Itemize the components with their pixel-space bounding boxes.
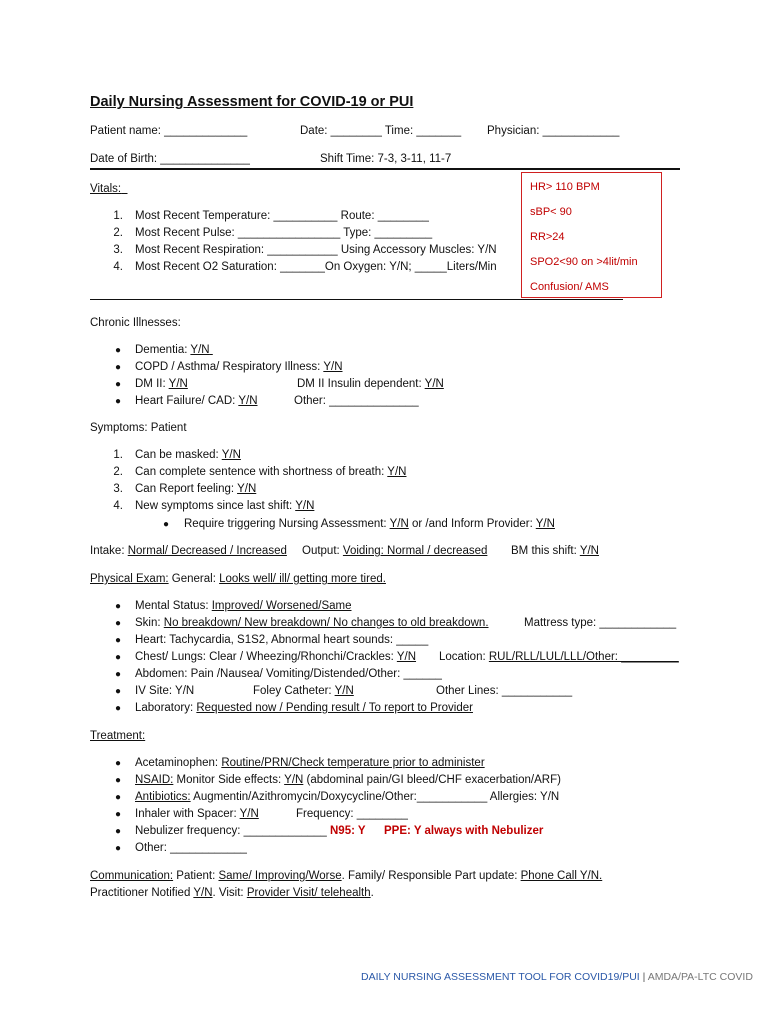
bullet: ● <box>115 686 122 697</box>
vitals-pulse[interactable]: Most Recent Pulse: ________________ Type: _________ <box>135 227 433 239</box>
bullet: ● <box>115 635 122 646</box>
nursing-assessment-trigger[interactable]: Require triggering Nursing Assessment: Y/N or /and Inform Provider: Y/N <box>184 518 555 530</box>
dm-insulin-item[interactable]: DM II Insulin dependent: Y/N <box>297 378 444 390</box>
heart-item[interactable]: Heart: Tachycardia, S1S2, Abnormal heart sounds: _____ <box>135 634 429 646</box>
laboratory-item[interactable]: Laboratory: Requested now / Pending result / To report to Provider <box>135 702 473 714</box>
symptom-report-feeling[interactable]: Can Report feeling: Y/N <box>135 483 257 495</box>
symptom-masked[interactable]: Can be masked: Y/N <box>135 449 241 461</box>
vitals-respiration[interactable]: Most Recent Respiration: ___________ Using Accessory Muscles: Y/N <box>135 244 497 256</box>
header-divider <box>90 168 680 170</box>
sbp-criterion: sBP< 90 <box>530 206 572 218</box>
vitals-num: 3. <box>113 244 123 256</box>
bullet: ● <box>115 601 122 612</box>
dob-field[interactable]: Date of Birth: ______________ <box>90 153 250 165</box>
nsaid-item[interactable]: NSAID: Monitor Side effects: Y/N (abdominal pain/GI bleed/CHF exacerbation/ARF) <box>135 774 561 786</box>
abdomen-item[interactable]: Abdomen: Pain /Nausea/ Vomiting/Distended/Other: ______ <box>135 668 442 680</box>
bullet: ● <box>115 703 122 714</box>
bullet: ● <box>115 396 122 407</box>
nebulizer-frequency-field[interactable]: Nebulizer frequency: _____________ <box>135 825 327 837</box>
symptom-num: 2. <box>113 466 123 478</box>
physical-exam-header: Physical Exam: General: Looks well/ ill/ getting more tired. <box>90 573 386 585</box>
page-title: Daily Nursing Assessment for COVID-19 or PUI <box>90 94 414 110</box>
bullet: ● <box>163 519 170 530</box>
symptom-num: 4. <box>113 500 123 512</box>
bullet: ● <box>115 618 122 629</box>
patient-name-field[interactable]: Patient name: _____________ <box>90 125 248 137</box>
spo2-criterion: SPO2<90 on >4lit/min <box>530 256 638 268</box>
dm-item[interactable]: DM II: Y/N <box>135 378 188 390</box>
alert-criteria-box <box>521 172 662 298</box>
heart-failure-item[interactable]: Heart Failure/ CAD: Y/N <box>135 395 258 407</box>
output-item[interactable]: Output: Voiding: Normal / decreased <box>302 545 488 557</box>
symptoms-label: Symptoms: Patient <box>90 422 187 434</box>
skin-item[interactable]: Skin: No breakdown/ New breakdown/ No changes to old breakdown. <box>135 617 489 629</box>
inhaler-item[interactable]: Inhaler with Spacer: Y/N <box>135 808 259 820</box>
other-lines-field[interactable]: Other Lines: ___________ <box>436 685 573 697</box>
mattress-type-field[interactable]: Mattress type: ____________ <box>524 617 677 629</box>
vitals-divider <box>90 299 623 300</box>
vitals-label: Vitals: <box>90 183 122 195</box>
bullet: ● <box>115 792 122 803</box>
iv-site-item[interactable]: IV Site: Y/N <box>135 685 195 697</box>
vitals-num: 2. <box>113 227 123 239</box>
chronic-other-field[interactable]: Other: ______________ <box>294 395 419 407</box>
bullet: ● <box>115 809 122 820</box>
lung-location-item[interactable]: Location: RUL/RLL/LUL/LLL/Other: _________ <box>439 651 679 663</box>
vitals-temperature[interactable]: Most Recent Temperature: __________ Route: ________ <box>135 210 429 222</box>
acetaminophen-item[interactable]: Acetaminophen: Routine/PRN/Check temperature prior to administer <box>135 757 485 769</box>
symptom-sentence[interactable]: Can complete sentence with shortness of breath: Y/N <box>135 466 407 478</box>
intake-item[interactable]: Intake: Normal/ Decreased / Increased <box>90 545 287 557</box>
footer-org: AMDA/PA-LTC COVID <box>647 971 753 983</box>
practitioner-line[interactable]: Practitioner Notified Y/N. Visit: Provider Visit/ telehealth. <box>90 887 374 899</box>
treatment-label: Treatment: <box>90 730 146 742</box>
bullet: ● <box>115 362 122 373</box>
rr-criterion: RR>24 <box>530 231 565 243</box>
chronic-illnesses-label: Chronic Illnesses: <box>90 317 181 329</box>
symptom-num: 1. <box>113 449 123 461</box>
symptom-new[interactable]: New symptoms since last shift: Y/N <box>135 500 315 512</box>
dementia-item[interactable]: Dementia: Y/N <box>135 344 210 356</box>
vitals-num: 1. <box>113 210 123 222</box>
ppe-indicator: PPE: Y always with Nebulizer <box>384 825 544 837</box>
hr-criterion: HR> 110 BPM <box>530 181 600 193</box>
bullet: ● <box>115 669 122 680</box>
vitals-o2-saturation[interactable]: Most Recent O2 Saturation: _______On Oxygen: Y/N; _____Liters/Min <box>135 261 497 273</box>
symptom-num: 3. <box>113 483 123 495</box>
bullet: ● <box>115 843 122 854</box>
bullet: ● <box>115 826 122 837</box>
communication-line[interactable]: Communication: Patient: Same/ Improving/Worse. Family/ Responsible Part update: Phone Call Y/N. <box>90 870 603 882</box>
footer-title: DAILY NURSING ASSESSMENT TOOL FOR COVID19/PUI <box>361 971 640 983</box>
bullet: ● <box>115 775 122 786</box>
inhaler-frequency-field[interactable]: Frequency: ________ <box>296 808 408 820</box>
bullet: ● <box>115 345 122 356</box>
chest-lungs-item[interactable]: Chest/ Lungs: Clear / Wheezing/Rhonchi/Crackles: Y/N <box>135 651 417 663</box>
bm-item[interactable]: BM this shift: Y/N <box>511 545 599 557</box>
confusion-criterion: Confusion/ AMS <box>530 281 609 293</box>
bullet: ● <box>115 652 122 663</box>
mental-status-item[interactable]: Mental Status: Improved/ Worsened/Same <box>135 600 352 612</box>
bullet: ● <box>115 758 122 769</box>
antibiotics-item[interactable]: Antibiotics: Augmentin/Azithromycin/Doxycycline/Other:___________ Allergies: Y/N <box>135 791 560 803</box>
page-footer: DAILY NURSING ASSESSMENT TOOL FOR COVID19/PUI | AMDA/PA-LTC COVID <box>361 971 753 983</box>
copd-item[interactable]: COPD / Asthma/ Respiratory Illness: Y/N <box>135 361 343 373</box>
shift-time-label: Shift Time: 7-3, 3-11, 11-7 <box>320 153 452 165</box>
vitals-num: 4. <box>113 261 123 273</box>
bullet: ● <box>115 379 122 390</box>
n95-indicator: N95: Y <box>330 825 366 837</box>
foley-catheter-item[interactable]: Foley Catheter: Y/N <box>253 685 354 697</box>
physician-field[interactable]: Physician: ____________ <box>487 125 620 137</box>
treatment-other-field[interactable]: Other: ____________ <box>135 842 247 854</box>
date-time-field[interactable]: Date: ________ Time: _______ <box>300 125 462 137</box>
